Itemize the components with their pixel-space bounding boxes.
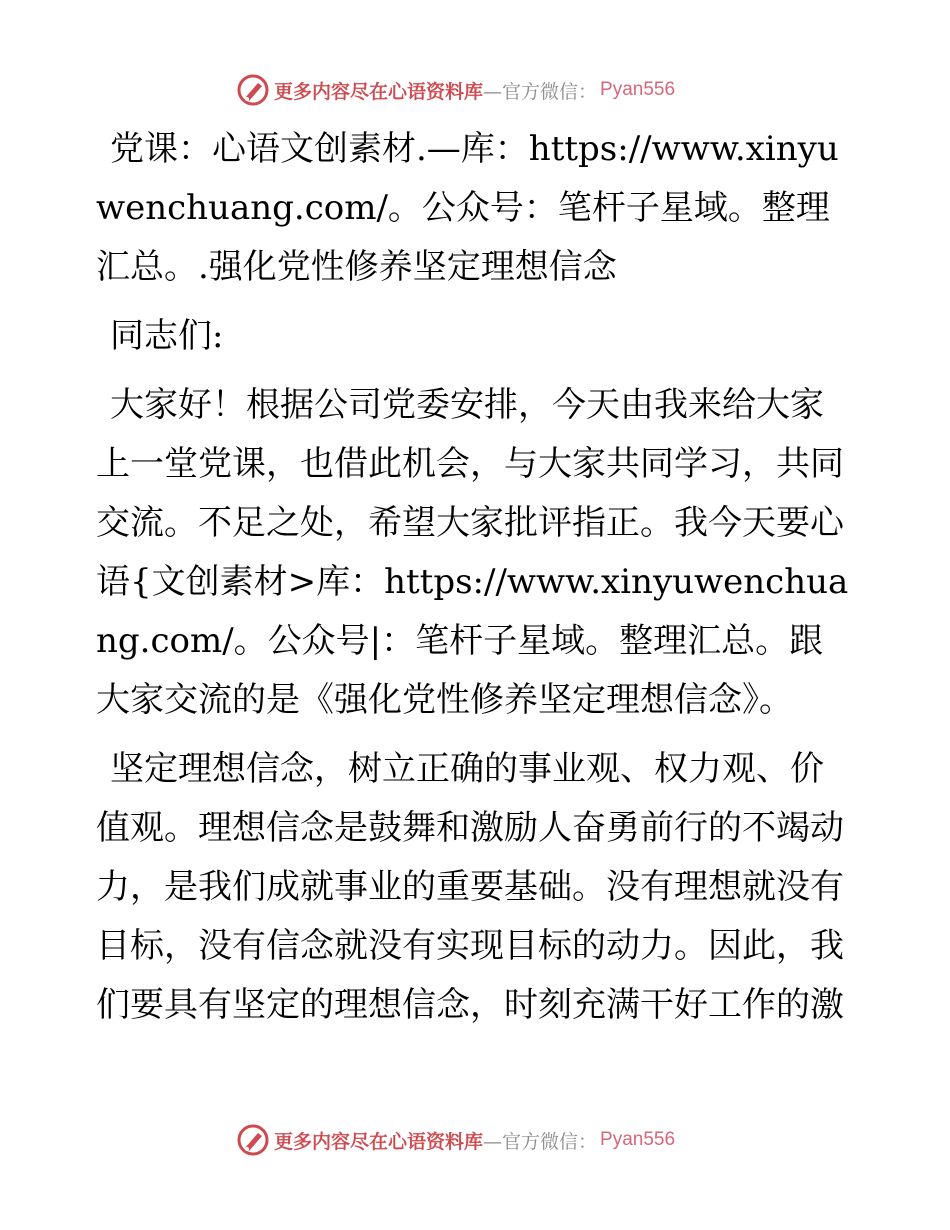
watermark-title: 更多内容尽在心语资料库	[274, 80, 484, 103]
watermark-wechat-id: Pyan556	[600, 1129, 676, 1150]
paragraph-title-line: 党课：心语文创素材.—库：https://www.xinyuwenchuang.com/。公众号：笔杆子星域。整理汇总。.强化党性修养坚定理想信念	[96, 129, 839, 287]
paragraph-ideals: 坚定理想信念，树立正确的事业观、权力观、价值观。理想信念是鼓舞和激励人奋勇前行的不竭动力，是我们成就事业的重要基础。没有理想就没有目标，没有信念就没有实现目标的动力。因此，我们要具有坚定的理想信念，时刻充满干好工作的激	[96, 749, 844, 1025]
watermark-official-label: —官方微信：	[483, 80, 598, 103]
watermark-title: 更多内容尽在心语资料库	[274, 1130, 484, 1153]
header-watermark	[236, 72, 675, 108]
document-body	[96, 120, 856, 1035]
pen-circle-logo-icon	[236, 73, 270, 107]
watermark-official-label: —官方微信：	[483, 1130, 598, 1153]
footer-watermark	[236, 1122, 675, 1158]
watermark-wechat-id: Pyan556	[600, 79, 676, 100]
pen-circle-logo-icon	[236, 1123, 270, 1157]
paragraph-salutation: 同志们:	[110, 316, 224, 356]
paragraph-opening: 大家好！根据公司党委安排，今天由我来给大家上一堂党课，也借此机会，与大家共同学习，共同交流。不足之处，希望大家批评指正。我今天要心语{文创素材>库：https://www.xinyuwenchuang.com/。公众号|：笔杆子星域。整理汇总。跟大家交流的是《强化党性修养坚定理想信念》。	[96, 385, 849, 720]
